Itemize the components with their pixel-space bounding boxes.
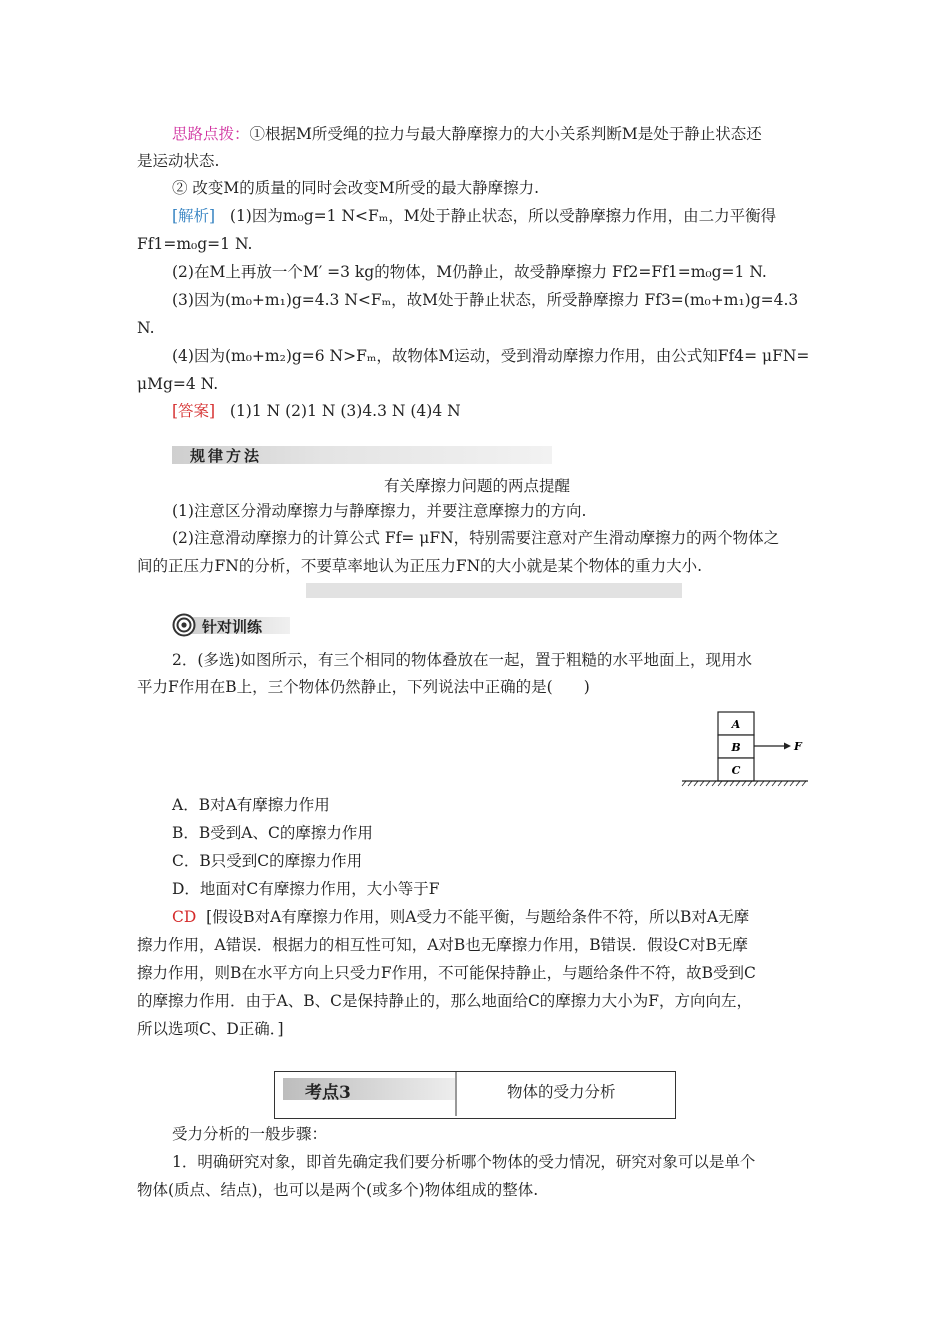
ground-hatching	[682, 781, 806, 786]
option-a: A．B对A有摩擦力作用	[172, 796, 330, 814]
explanation-text-1: [假设B对A有摩擦力作用，则A受力不能平衡，与题给条件不符，所以B对A无摩	[206, 908, 750, 926]
analysis-p3b: N.	[137, 319, 155, 337]
hint-text-2: 是运动状态.	[137, 152, 220, 170]
steps-1a: 1．明确研究对象，即首先确定我们要分析哪个物体的受力情况，研究对象可以是单个	[172, 1153, 756, 1171]
hint-text-1: ①根据M所受绳的拉力与最大静摩擦力的大小关系判断M是处于静止状态还	[249, 125, 762, 143]
explanation-text-2: 擦力作用，A错误．根据力的相互性可知，A对B也无摩擦力作用，B错误．假设C对B无摩	[137, 936, 748, 954]
explanation-answer: CD	[172, 908, 197, 926]
section-divider	[306, 583, 682, 598]
method-p2b: 间的正压力FN的分析，不要草率地认为正压力FN的大小就是某个物体的重力大小.	[137, 557, 703, 575]
kaodian-label: 考点3	[305, 1083, 351, 1103]
block-b-label: B	[731, 741, 741, 754]
explanation-text-3: 擦力作用，则B在水平方向上只受力F作用，不可能保持静止，与题给条件不符，故B受到C	[137, 964, 756, 982]
analysis-p4b: μMg=4 N.	[137, 375, 219, 393]
analysis-p3a: (3)因为(m₀+m₁)g=4.3 N<Fₘ，故M处于静止状态，所受静摩擦力 Ff3=(m₀+m₁)g=4.3	[172, 291, 799, 309]
answer-label: [答案]	[172, 402, 216, 420]
target-icon	[172, 613, 196, 637]
method-banner-label: 规律方法	[190, 447, 263, 465]
training-banner	[172, 614, 290, 636]
explanation-text-4: 的摩擦力作用．由于A、B、C是保持静止的，那么地面给C的摩擦力大小为F，方向向左，	[137, 992, 753, 1010]
analysis-p2: (2)在M上再放一个M′ =3 kg的物体，M仍静止，故受静摩擦力 Ff2=Ff1=m₀g=1 N.	[172, 263, 767, 281]
question-line-2: 平力F作用在B上，三个物体仍然静止，下列说法中正确的是( )	[137, 678, 590, 696]
explanation-text-5: 所以选项C、D正确．]	[137, 1020, 284, 1038]
answer-text: (1)1 N (2)1 N (3)4.3 N (4)4 N	[229, 402, 461, 420]
kaodian-box	[274, 1071, 676, 1119]
stacked-blocks-figure	[680, 708, 810, 788]
hint-line-1	[172, 124, 852, 144]
training-label: 针对训练	[202, 618, 263, 636]
analysis-p1b: Ff1=m₀g=1 N.	[137, 235, 253, 253]
method-p2a: (2)注意滑动摩擦力的计算公式 Ff= μFN，特别需要注意对产生滑动摩擦力的两个物体之	[172, 529, 780, 547]
steps-1b: 物体(质点、结点)，也可以是两个(或多个)物体组成的整体.	[137, 1181, 539, 1199]
steps-intro: 受力分析的一般步骤：	[172, 1125, 328, 1143]
analysis-p4a: (4)因为(m₀+m₂)g=6 N>Fₘ，故物体M运动，受到滑动摩擦力作用，由公式知Ff4= μFN=	[172, 347, 810, 365]
analysis-line-1	[172, 206, 852, 226]
force-arrowhead	[784, 743, 791, 750]
explanation-line-1	[172, 907, 852, 927]
analysis-p1a: (1)因为m₀g=1 N<Fₘ，M处于静止状态，所以受静摩擦力作用，由二力平衡得	[229, 207, 777, 225]
kaodian-divider	[455, 1072, 457, 1116]
option-d: D．地面对C有摩擦力作用，大小等于F	[172, 880, 440, 898]
method-title: 有关摩擦力问题的两点提醒	[383, 477, 570, 495]
block-a-label: A	[731, 718, 741, 731]
method-banner	[172, 446, 552, 464]
answer-line	[172, 401, 852, 421]
hint-text-3: ② 改变M的质量的同时会改变M所受的最大静摩擦力.	[172, 179, 540, 197]
hint-label: 思路点拨：	[172, 125, 250, 143]
block-c-label: C	[731, 764, 741, 777]
question-line-1: 2．(多选)如图所示，有三个相同的物体叠放在一起，置于粗糙的水平地面上，现用水	[172, 651, 752, 669]
force-label: F	[794, 740, 802, 753]
option-c: C．B只受到C的摩擦力作用	[172, 852, 363, 870]
analysis-label: [解析]	[172, 207, 216, 225]
option-b: B．B受到A、C的摩擦力作用	[172, 824, 373, 842]
kaodian-title: 物体的受力分析	[507, 1083, 616, 1101]
method-p1: (1)注意区分滑动摩擦力与静摩擦力，并要注意摩擦力的方向.	[172, 502, 587, 520]
